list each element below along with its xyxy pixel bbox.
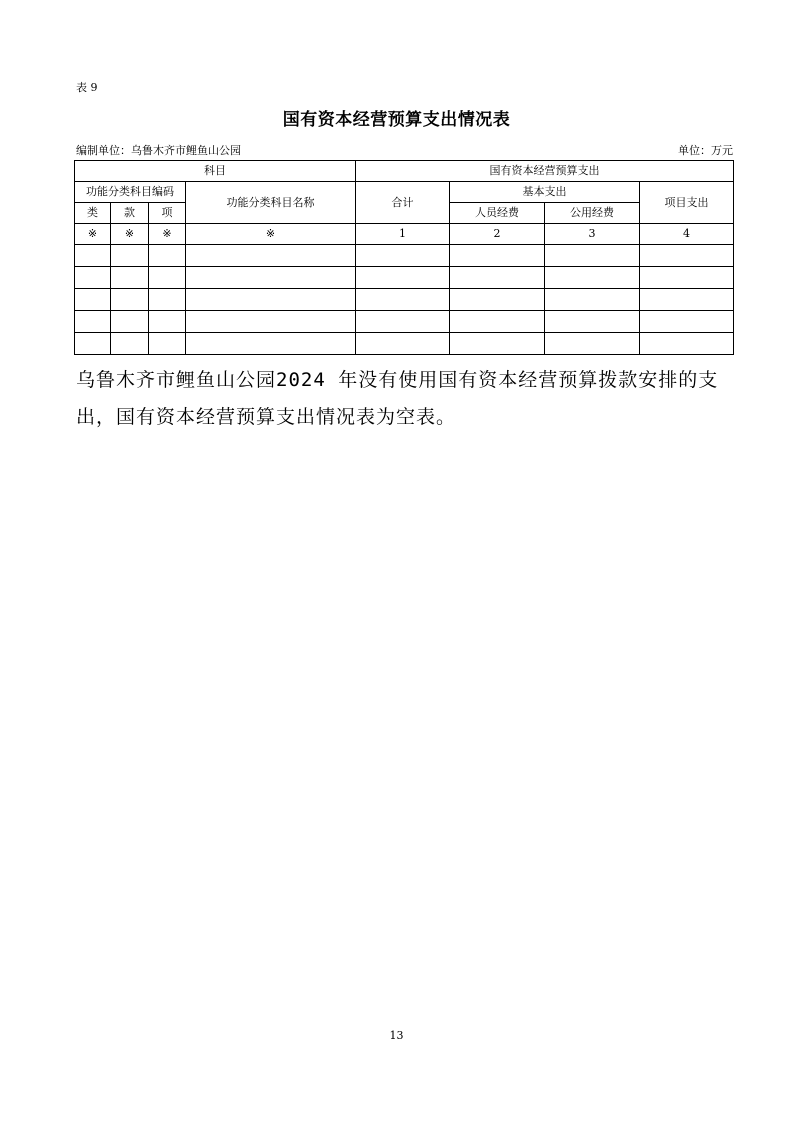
empty-cell: [149, 267, 186, 289]
table-row: [75, 311, 734, 333]
table-row: [75, 245, 734, 267]
empty-cell: [356, 267, 450, 289]
empty-cell: [75, 267, 111, 289]
header-row-2: [75, 182, 734, 203]
table-number: 表 9: [76, 81, 98, 94]
empty-cell: [356, 333, 450, 355]
code-header: 功能分类科目编码: [75, 182, 186, 203]
category-header: 类: [75, 203, 111, 224]
column-number-cell: 4: [640, 224, 734, 245]
empty-cell: [356, 289, 450, 311]
body-paragraph: 乌鲁木齐市鲤鱼山公园2024 年没有使用国有资本经营预算拨款安排的支出，国有资本经营预算支出情况表为空表。: [76, 369, 719, 428]
total-header: 合计: [356, 182, 450, 224]
page-title: 国有资本经营预算支出情况表: [282, 110, 511, 130]
empty-cell: [186, 289, 356, 311]
empty-cell: [450, 289, 545, 311]
empty-cell: [450, 245, 545, 267]
empty-cell: [75, 245, 111, 267]
empty-cell: [75, 311, 111, 333]
empty-cell: [111, 289, 149, 311]
item-header: 项: [149, 203, 186, 224]
marker-cell: ※: [149, 224, 186, 245]
empty-cell: [111, 267, 149, 289]
unit-row: [76, 142, 733, 158]
budget-expenditure-header: 国有资本经营预算支出: [356, 161, 734, 182]
empty-cell: [545, 267, 640, 289]
empty-cell: [545, 311, 640, 333]
marker-cell: ※: [186, 224, 356, 245]
personnel-header: 人员经费: [450, 203, 545, 224]
empty-cell: [111, 245, 149, 267]
empty-cell: [186, 267, 356, 289]
marker-cell: ※: [75, 224, 111, 245]
table-row: [75, 333, 734, 355]
empty-cell: [545, 333, 640, 355]
subject-header: 科目: [75, 161, 356, 182]
currency-unit: 单位：万元: [678, 144, 733, 157]
header-row-1: [75, 161, 734, 182]
empty-cell: [450, 333, 545, 355]
project-expenditure-header: 项目支出: [640, 182, 734, 224]
empty-cell: [640, 333, 734, 355]
table-row: [75, 289, 734, 311]
column-number-cell: 2: [450, 224, 545, 245]
column-number-cell: 1: [356, 224, 450, 245]
basic-expenditure-header: 基本支出: [450, 182, 640, 203]
marker-row: [75, 224, 734, 245]
empty-cell: [111, 311, 149, 333]
table-row: [75, 267, 734, 289]
empty-cell: [149, 333, 186, 355]
page-number: 13: [389, 1029, 404, 1042]
empty-cell: [545, 245, 640, 267]
empty-cell: [356, 311, 450, 333]
empty-cell: [186, 311, 356, 333]
empty-cell: [149, 289, 186, 311]
empty-cell: [186, 245, 356, 267]
empty-cell: [640, 267, 734, 289]
empty-cell: [75, 289, 111, 311]
empty-cell: [356, 245, 450, 267]
marker-cell: ※: [111, 224, 149, 245]
empty-cell: [149, 245, 186, 267]
compiling-unit: 编制单位：乌鲁木齐市鲤鱼山公园: [76, 144, 241, 157]
column-number-cell: 3: [545, 224, 640, 245]
empty-cell: [450, 311, 545, 333]
expenditure-table: [74, 160, 734, 355]
section-header: 款: [111, 203, 149, 224]
empty-cell: [75, 333, 111, 355]
empty-cell: [640, 245, 734, 267]
empty-cell: [450, 267, 545, 289]
name-header: 功能分类科目名称: [186, 182, 356, 224]
empty-cell: [640, 311, 734, 333]
empty-cell: [640, 289, 734, 311]
public-header: 公用经费: [545, 203, 640, 224]
empty-cell: [545, 289, 640, 311]
empty-cell: [111, 333, 149, 355]
empty-cell: [149, 311, 186, 333]
empty-cell: [186, 333, 356, 355]
